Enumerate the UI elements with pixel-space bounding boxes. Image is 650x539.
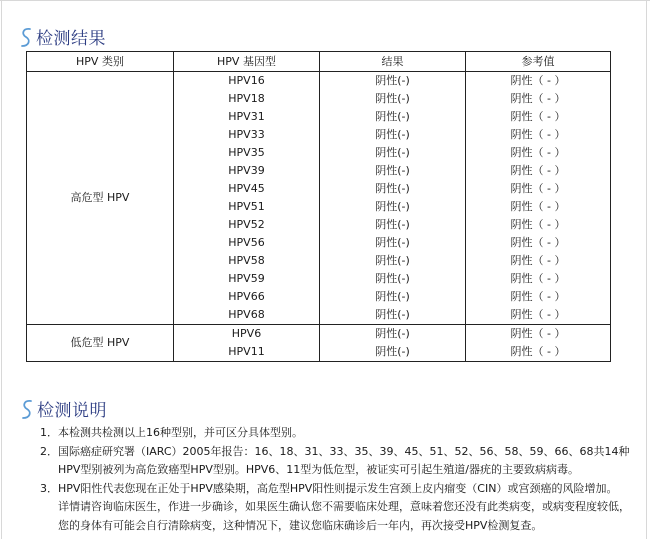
note-line (40, 424, 640, 443)
swirl-icon (19, 26, 35, 48)
page-border-top (0, 0, 650, 1)
note-line (40, 498, 640, 517)
section-title-notes (20, 396, 107, 421)
reference-cell: 阴性（ - ） (466, 343, 611, 362)
note-number: 3． (40, 481, 58, 495)
genotype-cell: HPV51 (174, 198, 320, 216)
header-genotype: HPV 基因型 (174, 52, 320, 72)
section-title-text: 检测结果 (36, 29, 106, 49)
reference-cell: 阴性（ - ） (466, 234, 611, 252)
genotype-cell: HPV35 (174, 144, 320, 162)
note-item (40, 424, 640, 443)
reference-cell: 阴性（ - ） (466, 198, 611, 216)
genotype-cell: HPV18 (174, 90, 320, 108)
reference-cell: 阴性（ - ） (466, 108, 611, 126)
note-text: HPV阳性代表您现在正处于HPV感染期，高危型HPV阳性则提示发生宫颈上皮内瘤变（CIN）或宫颈癌的风险增加。 (58, 481, 618, 495)
reference-cell: 阴性（ - ） (466, 180, 611, 198)
note-number: 2． (40, 444, 58, 458)
reference-cell: 阴性（ - ） (466, 126, 611, 144)
genotype-cell: HPV11 (174, 343, 320, 362)
section-title-text: 检测说明 (37, 401, 107, 421)
genotype-cell: HPV58 (174, 252, 320, 270)
swirl-icon (20, 398, 36, 420)
reference-cell: 阴性（ - ） (466, 144, 611, 162)
table-body (27, 72, 611, 362)
genotype-cell: HPV59 (174, 270, 320, 288)
result-cell: 阴性(-) (320, 144, 466, 162)
genotype-cell: HPV33 (174, 126, 320, 144)
genotype-cell: HPV56 (174, 234, 320, 252)
reference-cell: 阴性（ - ） (466, 72, 611, 91)
result-cell: 阴性(-) (320, 162, 466, 180)
genotype-cell: HPV6 (174, 325, 320, 344)
result-cell: 阴性(-) (320, 343, 466, 362)
header-reference: 参考值 (466, 52, 611, 72)
result-cell: 阴性(-) (320, 180, 466, 198)
result-cell: 阴性(-) (320, 252, 466, 270)
result-cell: 阴性(-) (320, 234, 466, 252)
genotype-cell: HPV39 (174, 162, 320, 180)
result-cell: 阴性(-) (320, 288, 466, 306)
note-text: 国际癌症研究署（IARC）2005年报告：16、18、31、33、35、39、45、51、52、56、58、59、66、68共14种 (58, 444, 630, 458)
genotype-cell: HPV66 (174, 288, 320, 306)
result-cell: 阴性(-) (320, 216, 466, 234)
result-cell: 阴性(-) (320, 270, 466, 288)
reference-cell: 阴性（ - ） (466, 270, 611, 288)
result-cell: 阴性(-) (320, 126, 466, 144)
genotype-cell: HPV68 (174, 306, 320, 325)
note-text: 您的身体有可能会自行清除病变，这种情况下，建议您临床确诊后一年内，再次接受HPV检测复查。 (58, 518, 543, 532)
result-cell: 阴性(-) (320, 72, 466, 91)
note-item (40, 443, 640, 480)
result-cell: 阴性(-) (320, 198, 466, 216)
note-text: 详情请咨询临床医生，作进一步确诊，如果医生确认您不需要临床处理，意味着您还没有此类病变，或病变程度较低， (58, 500, 630, 513)
genotype-cell: HPV16 (174, 72, 320, 91)
header-result: 结果 (320, 52, 466, 72)
note-text: HPV型别被列为高危致癌型HPV型别。HPV6、11型为低危型，被证实可引起生殖道/器疣的主要致病病毒。 (58, 463, 579, 476)
table-row (27, 72, 611, 91)
section-title-results (19, 24, 106, 49)
reference-cell: 阴性（ - ） (466, 162, 611, 180)
note-line (40, 480, 640, 499)
note-number: 1． (40, 426, 58, 439)
note-text: 本检测共检测以上16种型别，并可区分具体型别。 (58, 426, 303, 439)
result-cell: 阴性(-) (320, 90, 466, 108)
reference-cell: 阴性（ - ） (466, 288, 611, 306)
result-cell: 阴性(-) (320, 325, 466, 344)
page-border-right (646, 0, 647, 539)
page-border-left (1, 0, 2, 539)
note-line (40, 443, 640, 462)
category-cell: 高危型 HPV (27, 72, 174, 325)
genotype-cell: HPV45 (174, 180, 320, 198)
table-header-row (27, 52, 611, 72)
header-category: HPV 类别 (27, 52, 174, 72)
result-cell: 阴性(-) (320, 108, 466, 126)
note-item (40, 480, 640, 536)
result-cell: 阴性(-) (320, 306, 466, 325)
genotype-cell: HPV52 (174, 216, 320, 234)
note-line (40, 461, 640, 480)
note-line (40, 517, 640, 536)
reference-cell: 阴性（ - ） (466, 325, 611, 344)
hpv-results-table (26, 51, 611, 362)
reference-cell: 阴性（ - ） (466, 306, 611, 325)
reference-cell: 阴性（ - ） (466, 252, 611, 270)
notes-list (40, 424, 640, 535)
table-row (27, 325, 611, 344)
genotype-cell: HPV31 (174, 108, 320, 126)
reference-cell: 阴性（ - ） (466, 90, 611, 108)
reference-cell: 阴性（ - ） (466, 216, 611, 234)
category-cell: 低危型 HPV (27, 325, 174, 362)
